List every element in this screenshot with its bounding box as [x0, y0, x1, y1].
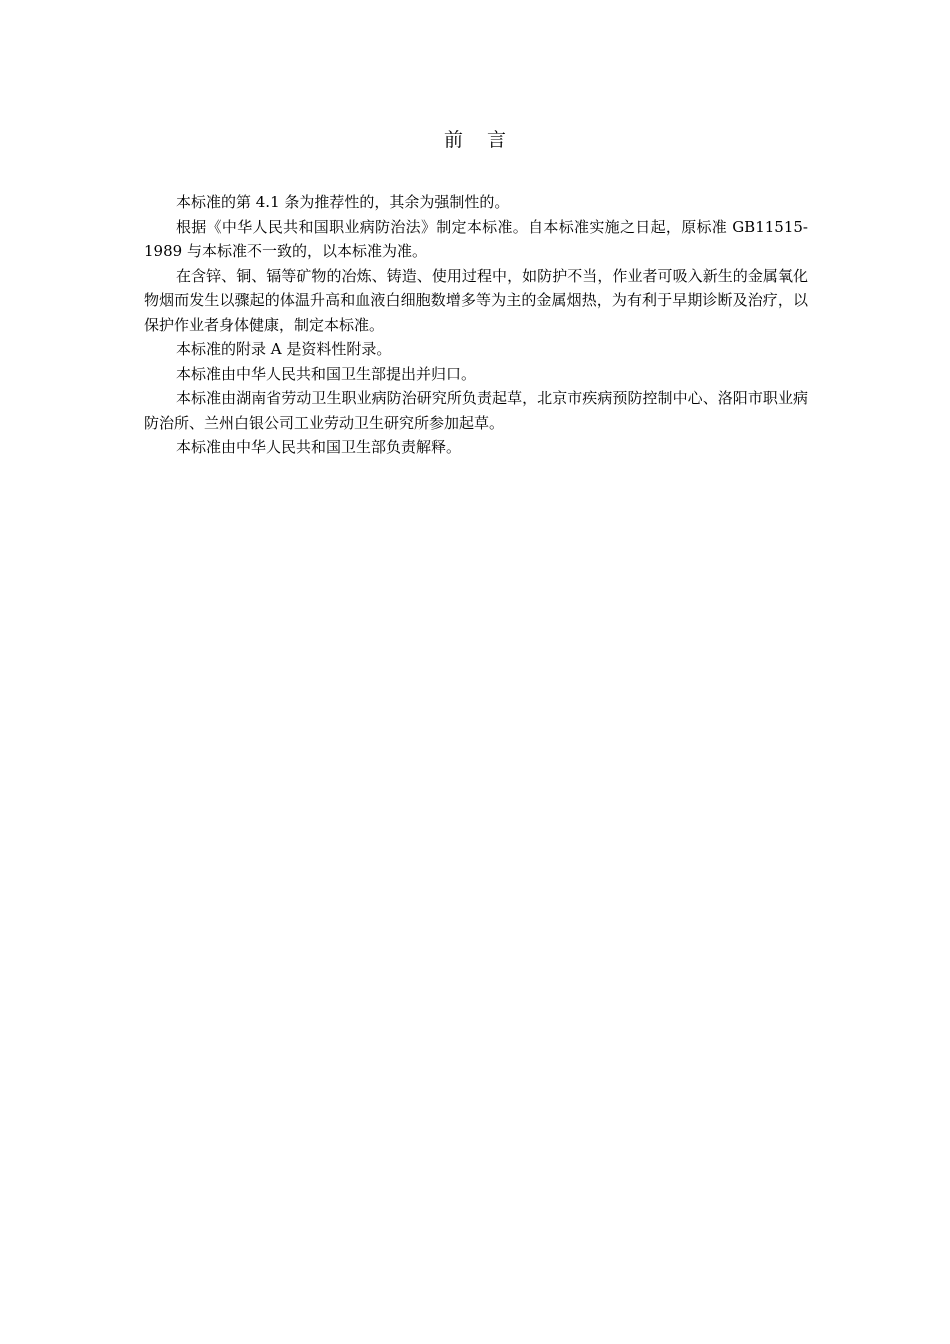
paragraph-proposed-by: 本标准由中华人民共和国卫生部提出并归口。 [176, 364, 477, 383]
paragraph-appendix: 本标准的附录 A 是资料性附录。 [176, 340, 392, 358]
paragraph-purpose: 在含锌、铜、镉等矿物的冶炼、铸造、使用过程中，如防护不当，作业者可吸入新生的金属氧化物烟而发生以骤起的体温升高和血液白细胞数增多等为主的金属烟热，为有利于早期诊断及治疗，以保护作业者身体健康，制定本标准。 [144, 266, 808, 334]
paragraph-legal-basis: 根据《中华人民共和国职业病防治法》制定本标准。自本标准实施之日起，原标准 GB11515-1989 与本标准不一致的，以本标准为准。 [144, 217, 808, 260]
paragraph-interpretation: 本标准由中华人民共和国卫生部负责解释。 [176, 438, 462, 456]
page-title: 前言 [443, 129, 530, 151]
paragraph-drafted-by: 本标准由湖南省劳动卫生职业病防治研究所负责起草，北京市疾病预防控制中心、洛阳市职业病防治所、兰州白银公司工业劳动卫生研究所参加起草。 [144, 389, 808, 432]
paragraph-recommended-clause: 本标准的第 4.1 条为推荐性的，其余为强制性的。 [176, 193, 510, 211]
document-body [144, 190, 808, 460]
